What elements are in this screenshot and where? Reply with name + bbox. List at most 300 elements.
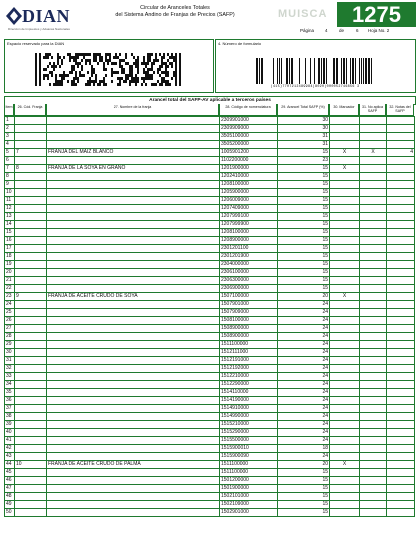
table-row — [5, 437, 415, 445]
cell-item-number: 2 — [5, 125, 15, 133]
cell-arancel-total: 24 — [278, 341, 330, 349]
cell-cod-franja — [15, 117, 47, 125]
cell-franja-name — [47, 429, 220, 437]
cell-franja-name — [47, 501, 220, 509]
cell-arancel-total: 15 — [278, 189, 330, 197]
table-row — [5, 317, 415, 325]
table-row — [5, 501, 415, 509]
cell-nomenclature-code: 1205900000 — [220, 189, 278, 197]
table-row — [5, 341, 415, 349]
cell-franja-name — [47, 205, 220, 213]
cell-notas — [387, 117, 415, 125]
cell-arancel-total: 24 — [278, 325, 330, 333]
dian-logo — [4, 5, 74, 31]
table-row — [5, 405, 415, 413]
cell-franja-name: FRANJA DE ACEITE CRUDO DE SOYA — [47, 293, 220, 301]
cell-marcador — [330, 269, 360, 277]
cell-arancel-total: 20 — [278, 461, 330, 469]
cell-arancel-total: 15 — [278, 221, 330, 229]
cell-item-number: 31 — [5, 357, 15, 365]
cell-no-aplica — [360, 309, 387, 317]
page-of-label: de — [339, 28, 345, 33]
cell-franja-name — [47, 133, 220, 141]
cell-cod-franja — [15, 381, 47, 389]
cell-no-aplica — [360, 437, 387, 445]
cell-notas — [387, 269, 415, 277]
cell-marcador — [330, 317, 360, 325]
cell-franja-name — [47, 317, 220, 325]
cell-franja-name — [47, 445, 220, 453]
cell-marcador — [330, 493, 360, 501]
cell-cod-franja — [15, 333, 47, 341]
cell-cod-franja — [15, 341, 47, 349]
cell-arancel-total: 24 — [278, 349, 330, 357]
cell-no-aplica — [360, 277, 387, 285]
linear-barcode — [256, 58, 374, 84]
cell-item-number: 49 — [5, 501, 15, 509]
cell-nomenclature-code: 1005901200 — [220, 149, 278, 157]
cell-franja-name — [47, 357, 220, 365]
cell-nomenclature-code: 1512210000 — [220, 373, 278, 381]
cell-cod-franja — [15, 261, 47, 269]
cell-item-number: 47 — [5, 485, 15, 493]
cell-arancel-total: 24 — [278, 373, 330, 381]
cell-notas — [387, 141, 415, 149]
cell-notas — [387, 333, 415, 341]
cell-nomenclature-code: 1514910000 — [220, 405, 278, 413]
cell-item-number: 30 — [5, 349, 15, 357]
cell-notas — [387, 229, 415, 237]
muisca-watermark: MUISCA — [278, 8, 328, 20]
cell-marcador — [330, 181, 360, 189]
cell-item-number: 21 — [5, 277, 15, 285]
cell-nomenclature-code: 1207999100 — [220, 213, 278, 221]
table-row — [5, 349, 415, 357]
cell-item-number: 11 — [5, 197, 15, 205]
cell-item-number: 5 — [5, 149, 15, 157]
cell-notas — [387, 309, 415, 317]
cell-no-aplica — [360, 269, 387, 277]
table-row — [5, 133, 415, 141]
cell-marcador — [330, 173, 360, 181]
cell-nomenclature-code: 2301201100 — [220, 245, 278, 253]
cell-arancel-total: 15 — [278, 149, 330, 157]
cell-arancel-total: 24 — [278, 381, 330, 389]
cell-no-aplica — [360, 285, 387, 293]
form-number-label: 4. Número de formulario — [218, 41, 262, 46]
cell-cod-franja — [15, 493, 47, 501]
cell-nomenclature-code: 3505100000 — [220, 133, 278, 141]
cell-item-number: 46 — [5, 477, 15, 485]
cell-notas — [387, 389, 415, 397]
cell-marcador — [330, 397, 360, 405]
cell-franja-name — [47, 237, 220, 245]
cell-notas — [387, 405, 415, 413]
cell-marcador — [330, 205, 360, 213]
cell-no-aplica — [360, 133, 387, 141]
table-row — [5, 293, 415, 301]
cell-item-number: 22 — [5, 285, 15, 293]
table-row — [5, 141, 415, 149]
cell-item-number: 13 — [5, 213, 15, 221]
cell-notas — [387, 213, 415, 221]
cell-marcador — [330, 453, 360, 461]
table-row — [5, 357, 415, 365]
cell-item-number: 3 — [5, 133, 15, 141]
cell-notas — [387, 173, 415, 181]
col-marcador: 30. Marcador — [329, 104, 359, 116]
cell-nomenclature-code: 1202410000 — [220, 173, 278, 181]
cell-franja-name: FRANJA DE ACEITE CRUDO DE PALMA — [47, 461, 220, 469]
cell-notas — [387, 477, 415, 485]
table-row — [5, 509, 415, 517]
cell-arancel-total: 15 — [278, 493, 330, 501]
cell-cod-franja — [15, 141, 47, 149]
table-row — [5, 285, 415, 293]
cell-item-number: 25 — [5, 309, 15, 317]
cell-notas — [387, 253, 415, 261]
table-row — [5, 373, 415, 381]
cell-nomenclature-code: 2301201900 — [220, 253, 278, 261]
cell-no-aplica — [360, 237, 387, 245]
table-row — [5, 365, 415, 373]
cell-item-number: 41 — [5, 437, 15, 445]
title-line-2: del Sistema Andino de Franjas de Precios (SAFP) — [115, 11, 235, 18]
cell-arancel-total: 15 — [278, 277, 330, 285]
cell-notas — [387, 261, 415, 269]
cell-franja-name — [47, 437, 220, 445]
table-row — [5, 453, 415, 461]
cell-marcador: X — [330, 461, 360, 469]
cell-item-number: 23 — [5, 293, 15, 301]
cell-no-aplica — [360, 389, 387, 397]
table-row — [5, 125, 415, 133]
cell-no-aplica — [360, 261, 387, 269]
page-label: Página — [300, 28, 315, 33]
cell-marcador — [330, 277, 360, 285]
cell-marcador — [330, 301, 360, 309]
cell-franja-name — [47, 469, 220, 477]
cell-franja-name — [47, 325, 220, 333]
cell-marcador — [330, 421, 360, 429]
cell-franja-name — [47, 365, 220, 373]
cell-notas — [387, 485, 415, 493]
cell-item-number: 37 — [5, 405, 15, 413]
cell-notas — [387, 453, 415, 461]
table-row — [5, 397, 415, 405]
cell-arancel-total: 24 — [278, 309, 330, 317]
cell-nomenclature-code: 2306300000 — [220, 277, 278, 285]
cell-no-aplica — [360, 325, 387, 333]
cell-item-number: 17 — [5, 245, 15, 253]
cell-nomenclature-code: 1206009000 — [220, 197, 278, 205]
cell-cod-franja — [15, 453, 47, 461]
cell-no-aplica — [360, 429, 387, 437]
table-row — [5, 189, 415, 197]
cell-marcador — [330, 189, 360, 197]
cell-marcador — [330, 509, 360, 517]
cell-no-aplica — [360, 157, 387, 165]
cell-franja-name — [47, 341, 220, 349]
cell-franja-name — [47, 261, 220, 269]
cell-arancel-total: 24 — [278, 357, 330, 365]
cell-marcador — [330, 237, 360, 245]
table-row — [5, 117, 415, 125]
cell-nomenclature-code: 1515900090 — [220, 453, 278, 461]
cell-arancel-total: 23 — [278, 157, 330, 165]
cell-no-aplica — [360, 245, 387, 253]
cell-cod-franja — [15, 325, 47, 333]
cell-no-aplica — [360, 213, 387, 221]
dian-reserved-box — [4, 39, 214, 93]
cell-cod-franja — [15, 421, 47, 429]
cell-arancel-total: 15 — [278, 269, 330, 277]
cell-cod-franja — [15, 389, 47, 397]
cell-no-aplica — [360, 117, 387, 125]
cell-franja-name — [47, 373, 220, 381]
tariff-table — [4, 116, 415, 517]
cell-cod-franja — [15, 469, 47, 477]
sheet-label: Hoja No. 2 — [368, 28, 390, 33]
cell-cod-franja — [15, 429, 47, 437]
cell-arancel-total: 24 — [278, 317, 330, 325]
cell-cod-franja — [15, 445, 47, 453]
cell-cod-franja — [15, 269, 47, 277]
cell-notas — [387, 349, 415, 357]
cell-no-aplica — [360, 469, 387, 477]
cell-cod-franja: 9 — [15, 293, 47, 301]
cell-item-number: 34 — [5, 381, 15, 389]
table-row — [5, 277, 415, 285]
cell-no-aplica — [360, 229, 387, 237]
cell-nomenclature-code: 1502101000 — [220, 493, 278, 501]
cell-franja-name — [47, 509, 220, 517]
cell-nomenclature-code: 1207409000 — [220, 205, 278, 213]
cell-item-number: 29 — [5, 341, 15, 349]
cell-franja-name — [47, 381, 220, 389]
cell-item-number: 20 — [5, 269, 15, 277]
cell-notas — [387, 501, 415, 509]
table-row — [5, 229, 415, 237]
cell-item-number: 39 — [5, 421, 15, 429]
cell-notas — [387, 325, 415, 333]
cell-notas — [387, 301, 415, 309]
cell-arancel-total: 15 — [278, 165, 330, 173]
cell-no-aplica — [360, 421, 387, 429]
cell-franja-name: FRANJA DE LA SOYA EN GRANO — [47, 165, 220, 173]
table-row — [5, 485, 415, 493]
cell-nomenclature-code: 1511100000 — [220, 461, 278, 469]
cell-marcador — [330, 349, 360, 357]
cell-franja-name — [47, 285, 220, 293]
cell-franja-name — [47, 413, 220, 421]
cell-arancel-total: 30 — [278, 125, 330, 133]
cell-cod-franja: 7 — [15, 149, 47, 157]
cell-no-aplica — [360, 197, 387, 205]
table-row — [5, 429, 415, 437]
table-row — [5, 461, 415, 469]
cell-no-aplica — [360, 181, 387, 189]
cell-franja-name — [47, 213, 220, 221]
cell-marcador — [330, 437, 360, 445]
cell-item-number: 26 — [5, 317, 15, 325]
cell-nomenclature-code: 2309909000 — [220, 125, 278, 133]
form-number-box — [215, 39, 416, 93]
cell-nomenclature-code: 1512111000 — [220, 349, 278, 357]
cell-nomenclature-code: 1208100000 — [220, 181, 278, 189]
cell-no-aplica — [360, 485, 387, 493]
cell-item-number: 38 — [5, 413, 15, 421]
cell-item-number: 8 — [5, 173, 15, 181]
cell-notas — [387, 381, 415, 389]
cell-marcador — [330, 325, 360, 333]
cell-no-aplica — [360, 293, 387, 301]
cell-arancel-total: 15 — [278, 229, 330, 237]
page-current: 4 — [325, 28, 328, 33]
cell-marcador — [330, 221, 360, 229]
section-title: Arancel total del SAFP-AV aplicable a terceros países — [4, 96, 416, 105]
cell-arancel-total: 24 — [278, 421, 330, 429]
cell-marcador — [330, 405, 360, 413]
cell-item-number: 40 — [5, 429, 15, 437]
cell-notas — [387, 125, 415, 133]
cell-cod-franja — [15, 317, 47, 325]
table-row — [5, 245, 415, 253]
cell-notas — [387, 189, 415, 197]
cell-item-number: 18 — [5, 253, 15, 261]
cell-item-number: 35 — [5, 389, 15, 397]
cell-notas — [387, 509, 415, 517]
cell-marcador — [330, 125, 360, 133]
page-total: 6 — [356, 28, 359, 33]
cell-notas — [387, 365, 415, 373]
cell-arancel-total: 15 — [278, 469, 330, 477]
cell-nomenclature-code: 2306900000 — [220, 285, 278, 293]
cell-notas — [387, 221, 415, 229]
cell-no-aplica — [360, 205, 387, 213]
cell-no-aplica: X — [360, 149, 387, 157]
cell-no-aplica — [360, 461, 387, 469]
table-row — [5, 413, 415, 421]
cell-nomenclature-code: 1502109000 — [220, 501, 278, 509]
cell-franja-name — [47, 277, 220, 285]
cell-arancel-total: 15 — [278, 285, 330, 293]
cell-franja-name — [47, 405, 220, 413]
cell-notas — [387, 165, 415, 173]
cell-marcador — [330, 429, 360, 437]
cell-nomenclature-code: 2304000000 — [220, 261, 278, 269]
cell-cod-franja — [15, 373, 47, 381]
cell-arancel-total: 24 — [278, 413, 330, 421]
logo-text: DIAN — [22, 6, 71, 26]
cell-no-aplica — [360, 189, 387, 197]
cell-arancel-total: 15 — [278, 253, 330, 261]
cell-item-number: 28 — [5, 333, 15, 341]
table-row — [5, 213, 415, 221]
cell-franja-name — [47, 125, 220, 133]
cell-marcador — [330, 157, 360, 165]
cell-cod-franja — [15, 197, 47, 205]
cell-marcador: X — [330, 149, 360, 157]
form-title — [100, 5, 250, 18]
cell-item-number: 27 — [5, 325, 15, 333]
cell-marcador — [330, 341, 360, 349]
cell-arancel-total: 20 — [278, 293, 330, 301]
cell-franja-name — [47, 389, 220, 397]
cell-notas — [387, 245, 415, 253]
cell-arancel-total: 15 — [278, 181, 330, 189]
cell-franja-name — [47, 173, 220, 181]
cell-no-aplica — [360, 357, 387, 365]
cell-marcador — [330, 245, 360, 253]
cell-notas — [387, 317, 415, 325]
cell-marcador: X — [330, 293, 360, 301]
cell-no-aplica — [360, 477, 387, 485]
cell-franja-name — [47, 245, 220, 253]
cell-marcador — [330, 141, 360, 149]
cell-marcador — [330, 357, 360, 365]
cell-arancel-total: 15 — [278, 509, 330, 517]
cell-marcador — [330, 373, 360, 381]
table-row — [5, 261, 415, 269]
cell-nomenclature-code: 1507901000 — [220, 301, 278, 309]
cell-franja-name — [47, 253, 220, 261]
cell-cod-franja — [15, 357, 47, 365]
table-row — [5, 469, 415, 477]
cell-nomenclature-code: 1102200000 — [220, 157, 278, 165]
cell-notas: 4 — [387, 149, 415, 157]
cell-nomenclature-code: 2309901000 — [220, 117, 278, 125]
cell-franja-name — [47, 157, 220, 165]
cell-franja-name: FRANJA DEL MAIZ BLANCO — [47, 149, 220, 157]
cell-cod-franja — [15, 413, 47, 421]
cell-franja-name — [47, 309, 220, 317]
cell-nomenclature-code: 1502901000 — [220, 509, 278, 517]
cell-item-number: 14 — [5, 221, 15, 229]
cell-cod-franja — [15, 133, 47, 141]
cell-arancel-total: 15 — [278, 477, 330, 485]
cell-item-number: 15 — [5, 229, 15, 237]
table-row — [5, 205, 415, 213]
cell-no-aplica — [360, 445, 387, 453]
table-row — [5, 333, 415, 341]
cell-arancel-total: 15 — [278, 485, 330, 493]
cell-notas — [387, 357, 415, 365]
cell-franja-name — [47, 333, 220, 341]
cell-no-aplica — [360, 221, 387, 229]
cell-item-number: 4 — [5, 141, 15, 149]
cell-arancel-total: 15 — [278, 501, 330, 509]
cell-franja-name — [47, 349, 220, 357]
cell-arancel-total: 15 — [278, 173, 330, 181]
col-no-aplica: 31. No aplica SAFP — [359, 104, 386, 116]
table-row — [5, 237, 415, 245]
cell-arancel-total: 15 — [278, 237, 330, 245]
cell-nomenclature-code: 1514990000 — [220, 413, 278, 421]
table-header — [4, 104, 414, 116]
cell-nomenclature-code: 1508900000 — [220, 325, 278, 333]
cell-item-number: 6 — [5, 157, 15, 165]
cell-cod-franja — [15, 253, 47, 261]
cell-nomenclature-code: 1515210000 — [220, 421, 278, 429]
cell-item-number: 9 — [5, 181, 15, 189]
cell-item-number: 50 — [5, 509, 15, 517]
col-item: Item — [4, 104, 14, 116]
cell-no-aplica — [360, 253, 387, 261]
cell-no-aplica — [360, 301, 387, 309]
cell-nomenclature-code: 1512192000 — [220, 365, 278, 373]
cell-item-number: 44 — [5, 461, 15, 469]
